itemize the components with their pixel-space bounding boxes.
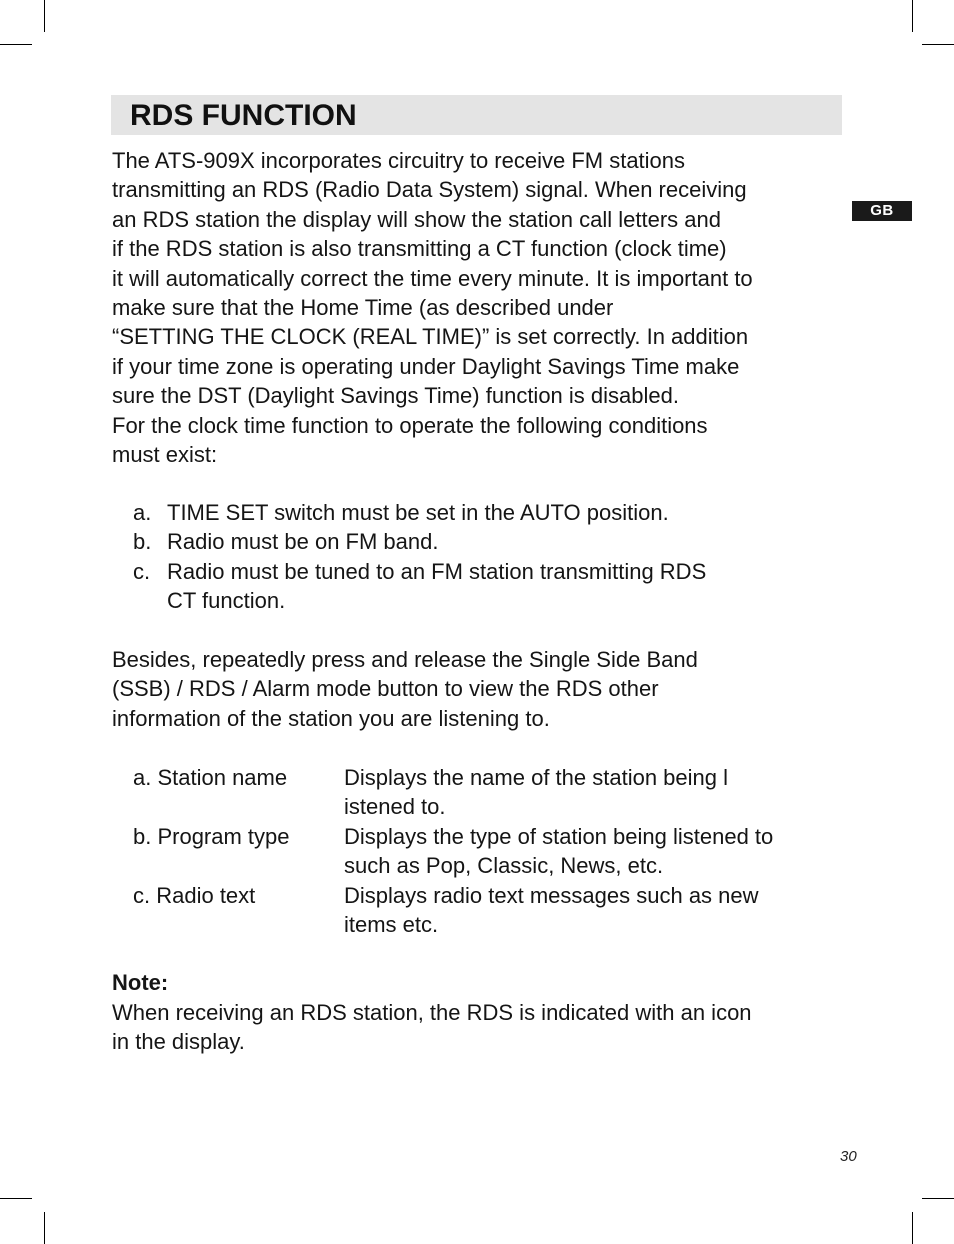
list-item	[133, 557, 706, 616]
intro-line: sure the DST (Daylight Savings Time) function is disabled.	[112, 383, 679, 409]
note-line: in the display.	[112, 1029, 245, 1055]
intro-line: transmitting an RDS (Radio Data System) signal. When receiving	[112, 177, 747, 203]
mode-name: b. Program type	[133, 823, 290, 849]
crop-mark	[0, 1198, 32, 1199]
list-marker: c.	[133, 558, 151, 584]
crop-mark	[44, 1212, 45, 1244]
intro-line: must exist:	[112, 442, 218, 468]
mode-description-line: such as Pop, Classic, News, etc.	[344, 853, 664, 879]
mode-description-line: Displays the name of the station being l	[344, 765, 729, 790]
page-number: 30	[840, 1148, 857, 1165]
crop-mark	[44, 0, 45, 32]
mode-description-line: Displays the type of station being listened to	[344, 823, 774, 849]
intro-line: an RDS station the display will show the station call letters and	[112, 206, 721, 232]
besides-line: (SSB) / RDS / Alarm mode button to view the RDS other	[112, 676, 659, 702]
mode-row	[133, 822, 833, 881]
list-marker: b.	[133, 529, 152, 555]
list-item-text: TIME SET switch must be set in the AUTO position.	[167, 500, 669, 525]
conditions-list	[133, 498, 706, 616]
crop-mark	[912, 1212, 913, 1244]
list-item	[133, 498, 706, 527]
besides-paragraph	[112, 645, 842, 733]
list-item	[133, 527, 706, 556]
besides-line: information of the station you are listening to.	[112, 705, 550, 731]
intro-line: if the RDS station is also transmitting a CT function (clock time)	[112, 236, 727, 262]
intro-line: “SETTING THE CLOCK (REAL TIME)” is set correctly. In addition	[112, 324, 749, 350]
intro-line: it will automatically correct the time every minute. It is important to	[112, 265, 753, 291]
crop-mark	[912, 0, 913, 32]
mode-row	[133, 763, 833, 822]
rds-modes-list	[133, 763, 833, 939]
intro-paragraph	[112, 146, 842, 469]
mode-description	[344, 763, 834, 822]
intro-line: if your time zone is operating under Daylight Savings Time make	[112, 353, 740, 379]
crop-mark	[922, 1198, 954, 1199]
mode-description-line: istened to.	[344, 794, 446, 820]
mode-description	[344, 881, 834, 940]
language-tab: GB	[852, 201, 912, 221]
intro-line: For the clock time function to operate the following conditions	[112, 412, 708, 438]
besides-line: Besides, repeatedly press and release the Single Side Band	[112, 647, 698, 672]
note-body	[112, 998, 842, 1057]
mode-row	[133, 881, 833, 940]
mode-description-line: Displays radio text messages such as new	[344, 882, 759, 908]
mode-name: c. Radio text	[133, 882, 256, 908]
list-item-text: Radio must be tuned to an FM station transmitting RDS	[167, 558, 707, 584]
mode-name: a. Station name	[133, 765, 288, 790]
intro-line: The ATS-909X incorporates circuitry to receive FM stations	[112, 148, 686, 173]
intro-line: make sure that the Home Time (as described under	[112, 295, 614, 321]
crop-mark	[922, 44, 954, 45]
mode-description	[344, 822, 834, 881]
list-item-text: Radio must be on FM band.	[167, 529, 439, 555]
list-marker: a.	[133, 500, 152, 525]
crop-mark	[0, 44, 32, 45]
page-title: RDS FUNCTION	[130, 99, 357, 132]
mode-description-line: items etc.	[344, 912, 439, 937]
note-heading: Note:	[112, 970, 169, 995]
list-item-continuation: CT function.	[167, 588, 286, 614]
note-line: When receiving an RDS station, the RDS is indicated with an icon	[112, 1000, 752, 1025]
